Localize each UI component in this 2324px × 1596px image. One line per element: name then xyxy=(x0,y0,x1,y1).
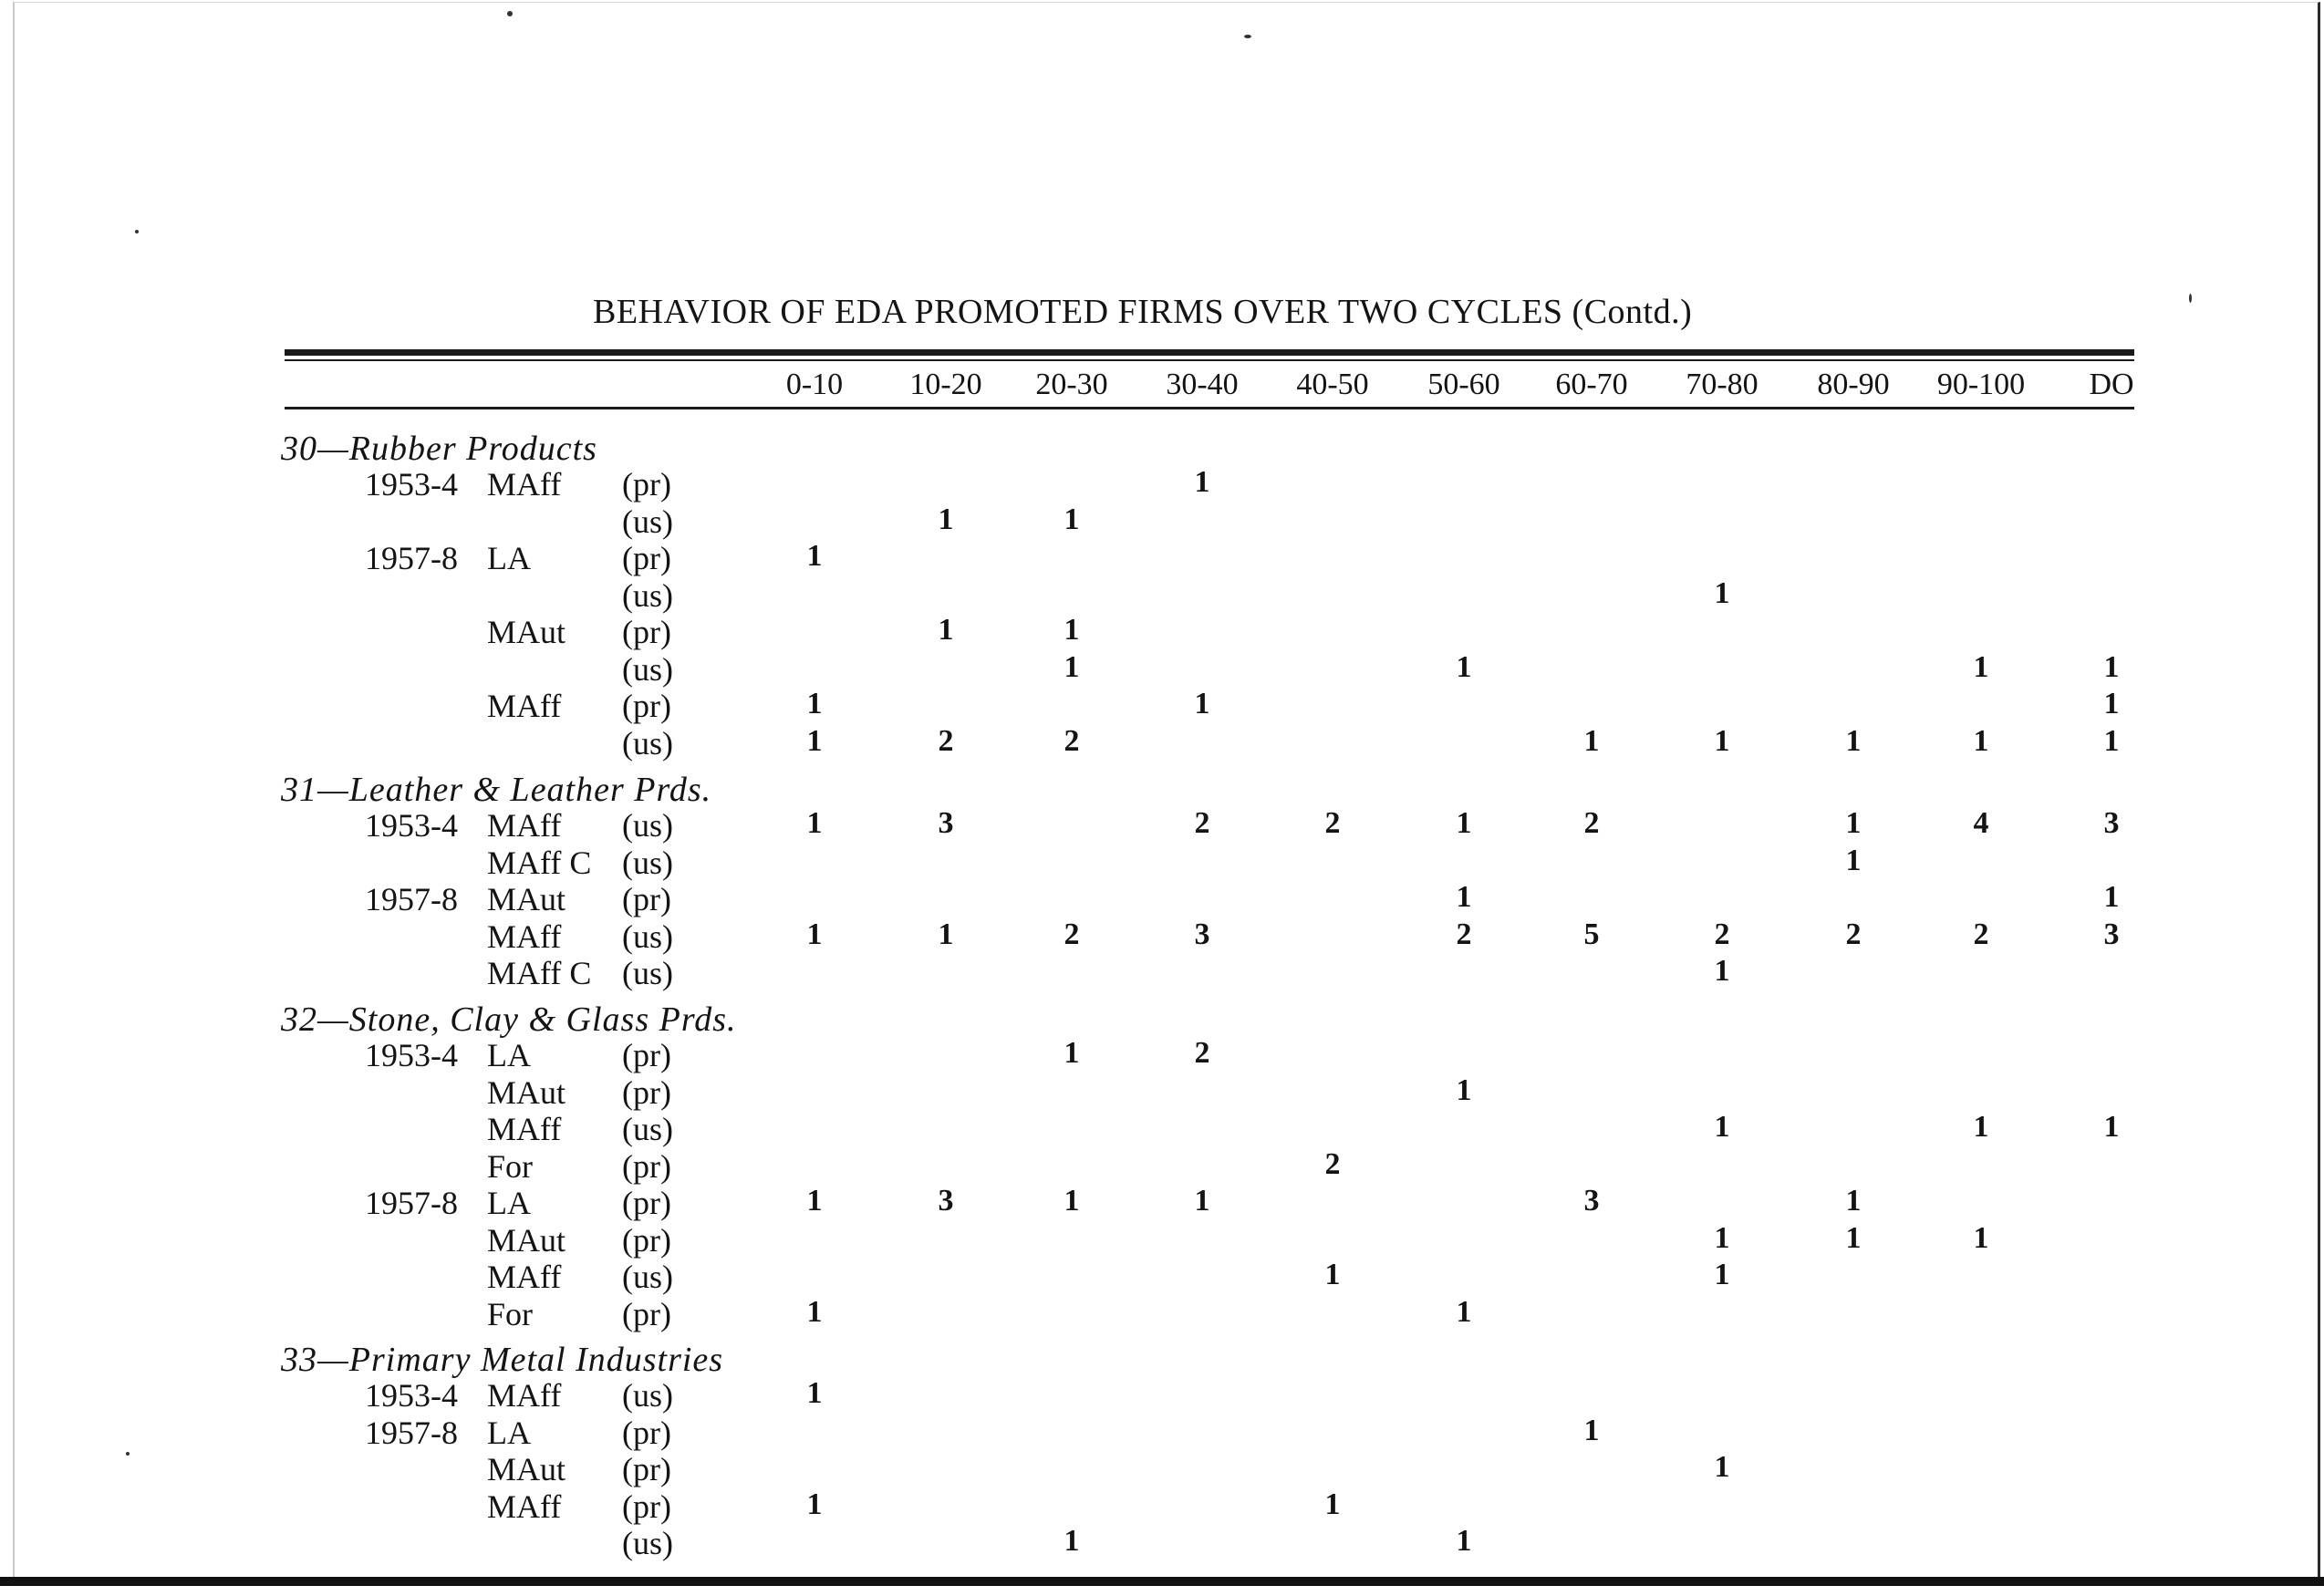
table-cell-value: 2 xyxy=(1324,1146,1341,1181)
table-cell-value: 2 xyxy=(1714,917,1730,951)
column-header: 0-10 xyxy=(785,368,844,401)
row-unit: (pr) xyxy=(622,1295,671,1332)
table-cell-value: 1 xyxy=(1845,723,1862,758)
row-year: 1957-8 xyxy=(365,881,458,917)
row-unit: (pr) xyxy=(622,614,671,650)
table-cell-value: 1 xyxy=(938,502,954,536)
row-type: LA xyxy=(487,1037,531,1073)
table-cell-value: 2 xyxy=(1324,806,1341,840)
row-unit: (pr) xyxy=(622,688,671,724)
table-cell-value: 1 xyxy=(1973,649,1989,684)
table-cell-value: 4 xyxy=(1973,806,1989,840)
table-cell-value: 2 xyxy=(1583,806,1600,840)
row-unit: (us) xyxy=(622,724,673,762)
row-year: 1953-4 xyxy=(365,466,458,503)
table-cell-value: 1 xyxy=(1714,954,1730,988)
row-type: MAut xyxy=(487,1073,566,1111)
row-year: 1957-8 xyxy=(365,540,458,576)
row-unit: (pr) xyxy=(622,1414,671,1451)
section-title: 30—Rubber Products xyxy=(281,430,597,468)
table-cell-value: 1 xyxy=(1063,502,1080,536)
row-year: 1957-8 xyxy=(365,1414,458,1451)
table-cell-value: 1 xyxy=(1063,649,1080,684)
table-cell-value: 1 xyxy=(938,613,954,647)
top-rule-thin xyxy=(285,359,2134,361)
column-header: 90-100 xyxy=(1936,368,2026,401)
table-cell-value: 1 xyxy=(1973,1110,1989,1144)
table-cell-value: 5 xyxy=(1583,917,1600,951)
row-type: MAff xyxy=(487,688,562,724)
row-unit: (pr) xyxy=(622,1147,671,1185)
row-unit: (us) xyxy=(622,844,673,881)
row-type: MAff C xyxy=(487,844,592,881)
scan-speck xyxy=(507,11,513,16)
header-rule xyxy=(285,407,2134,409)
row-type: MAff xyxy=(487,1377,562,1414)
table-cell-value: 1 xyxy=(806,1184,823,1218)
table-cell-value: 1 xyxy=(1714,1110,1730,1144)
table-cell-value: 1 xyxy=(806,687,823,720)
row-type: For xyxy=(487,1147,534,1185)
row-type: MAut xyxy=(487,614,566,650)
table-cell-value: 1 xyxy=(1845,843,1862,877)
row-unit: (pr) xyxy=(622,1185,671,1221)
row-type: MAff C xyxy=(487,955,592,991)
table-cell-value: 1 xyxy=(1324,1487,1341,1521)
row-unit: (us) xyxy=(622,917,673,955)
column-header: 50-60 xyxy=(1427,368,1500,401)
table-cell-value: 2 xyxy=(1063,723,1080,758)
table-cell-value: 1 xyxy=(806,1376,823,1410)
table-cell-value: 1 xyxy=(1583,1413,1600,1447)
row-type: MAff xyxy=(487,1487,562,1525)
table-cell-value: 2 xyxy=(1845,917,1862,951)
row-unit: (pr) xyxy=(622,540,671,576)
column-header: 20-30 xyxy=(1035,368,1108,401)
table-cell-value: 3 xyxy=(938,1184,954,1218)
row-unit: (pr) xyxy=(622,1221,671,1259)
table-cell-value: 3 xyxy=(1194,917,1210,951)
table-cell-value: 1 xyxy=(1845,1220,1862,1255)
table-cell-value: 1 xyxy=(1973,723,1989,758)
table-cell-value: 1 xyxy=(1714,575,1730,610)
table-cell-value: 1 xyxy=(806,539,823,573)
table-cell-value: 1 xyxy=(1456,649,1472,684)
scan-speck xyxy=(2189,294,2192,303)
row-year: 1957-8 xyxy=(365,1185,458,1221)
table-cell-value: 2 xyxy=(938,723,954,758)
table-cell-value: 1 xyxy=(1194,465,1210,499)
table-cell-value: 1 xyxy=(1063,1184,1080,1218)
section-title: 31—Leather & Leather Prds. xyxy=(281,771,712,809)
row-unit: (pr) xyxy=(622,881,671,917)
table-cell-value: 1 xyxy=(1456,1294,1472,1329)
column-header: 40-50 xyxy=(1296,368,1369,401)
table-cell-value: 1 xyxy=(2103,649,2120,684)
table-cell-value: 1 xyxy=(806,723,823,758)
table-cell-value: 1 xyxy=(1063,1036,1080,1070)
column-header: 30-40 xyxy=(1166,368,1239,401)
row-unit: (us) xyxy=(622,1259,673,1295)
row-type: LA xyxy=(487,540,531,576)
row-unit: (pr) xyxy=(622,1037,671,1073)
table-cell-value: 1 xyxy=(1194,1184,1210,1218)
table-cell-value: 1 xyxy=(1456,806,1472,840)
table-cell-value: 1 xyxy=(1714,1258,1730,1291)
row-unit: (us) xyxy=(622,503,673,540)
table-cell-value: 1 xyxy=(1456,880,1472,914)
column-header: 10-20 xyxy=(909,368,982,401)
row-unit: (pr) xyxy=(622,1451,671,1487)
scan-speck xyxy=(135,230,139,233)
table-cell-value: 3 xyxy=(938,806,954,840)
row-type: MAff xyxy=(487,917,562,955)
scan-bottom-edge xyxy=(0,1577,2324,1586)
table-cell-value: 3 xyxy=(2103,917,2120,951)
table-cell-value: 2 xyxy=(1194,806,1210,840)
row-unit: (us) xyxy=(622,1525,673,1561)
table-title: BEHAVIOR OF EDA PROMOTED FIRMS OVER TWO CYCLES (Contd.) xyxy=(593,293,1693,331)
row-type: MAut xyxy=(487,1451,566,1487)
table-cell-value: 1 xyxy=(1845,806,1862,840)
row-year: 1953-4 xyxy=(365,1377,458,1414)
table-cell-value: 1 xyxy=(806,1487,823,1521)
row-unit: (us) xyxy=(622,955,673,991)
column-header: 70-80 xyxy=(1686,368,1759,401)
row-type: LA xyxy=(487,1414,531,1451)
section-title: 33—Primary Metal Industries xyxy=(281,1341,724,1379)
row-type: MAff xyxy=(487,466,562,503)
table-cell-value: 1 xyxy=(1973,1220,1989,1255)
row-type: MAut xyxy=(487,881,566,917)
table-cell-value: 1 xyxy=(1845,1184,1862,1218)
table-cell-value: 1 xyxy=(938,917,954,951)
row-unit: (us) xyxy=(622,576,673,614)
row-type: MAff xyxy=(487,1111,562,1147)
table-cell-value: 1 xyxy=(2103,687,2120,720)
table-cell-value: 1 xyxy=(1194,687,1210,720)
row-unit: (pr) xyxy=(622,1073,671,1111)
table-cell-value: 1 xyxy=(1324,1258,1341,1291)
row-year: 1953-4 xyxy=(365,807,458,844)
table-cell-value: 1 xyxy=(1714,723,1730,758)
table-cell-value: 3 xyxy=(2103,806,2120,840)
table-cell-value: 1 xyxy=(1456,1524,1472,1558)
row-unit: (us) xyxy=(622,1111,673,1147)
scan-speck xyxy=(1244,35,1251,38)
row-type: For xyxy=(487,1295,534,1332)
row-type: MAff xyxy=(487,1259,562,1295)
table-cell-value: 1 xyxy=(1714,1450,1730,1484)
table-cell-value: 1 xyxy=(806,1294,823,1329)
table-cell-value: 1 xyxy=(1063,613,1080,647)
row-unit: (pr) xyxy=(622,466,671,503)
table-cell-value: 2 xyxy=(1973,917,1989,951)
table-cell-value: 2 xyxy=(1194,1036,1210,1070)
table-cell-value: 3 xyxy=(1583,1184,1600,1218)
column-header: 60-70 xyxy=(1555,368,1628,401)
row-type: MAff xyxy=(487,807,562,844)
table-cell-value: 1 xyxy=(1583,723,1600,758)
table-cell-value: 2 xyxy=(1456,917,1472,951)
table-cell-value: 1 xyxy=(1456,1073,1472,1107)
row-unit: (us) xyxy=(622,650,673,688)
row-unit: (us) xyxy=(622,1377,673,1414)
table-cell-value: 1 xyxy=(806,917,823,951)
column-header: DO xyxy=(2089,368,2134,401)
row-type: MAut xyxy=(487,1221,566,1259)
top-rule xyxy=(285,349,2134,356)
row-unit: (pr) xyxy=(622,1487,671,1525)
section-title: 32—Stone, Clay & Glass Prds. xyxy=(281,1000,737,1039)
table-cell-value: 1 xyxy=(2103,1110,2120,1144)
table-cell-value: 1 xyxy=(806,806,823,840)
table-cell-value: 2 xyxy=(1063,917,1080,951)
table-cell-value: 1 xyxy=(1714,1220,1730,1255)
table-cell-value: 1 xyxy=(2103,880,2120,914)
row-type: LA xyxy=(487,1185,531,1221)
row-year: 1953-4 xyxy=(365,1037,458,1073)
table-cell-value: 1 xyxy=(1063,1524,1080,1558)
table-cell-value: 1 xyxy=(2103,723,2120,758)
row-unit: (us) xyxy=(622,807,673,844)
column-header: 80-90 xyxy=(1817,368,1890,401)
scan-speck xyxy=(126,1452,130,1456)
